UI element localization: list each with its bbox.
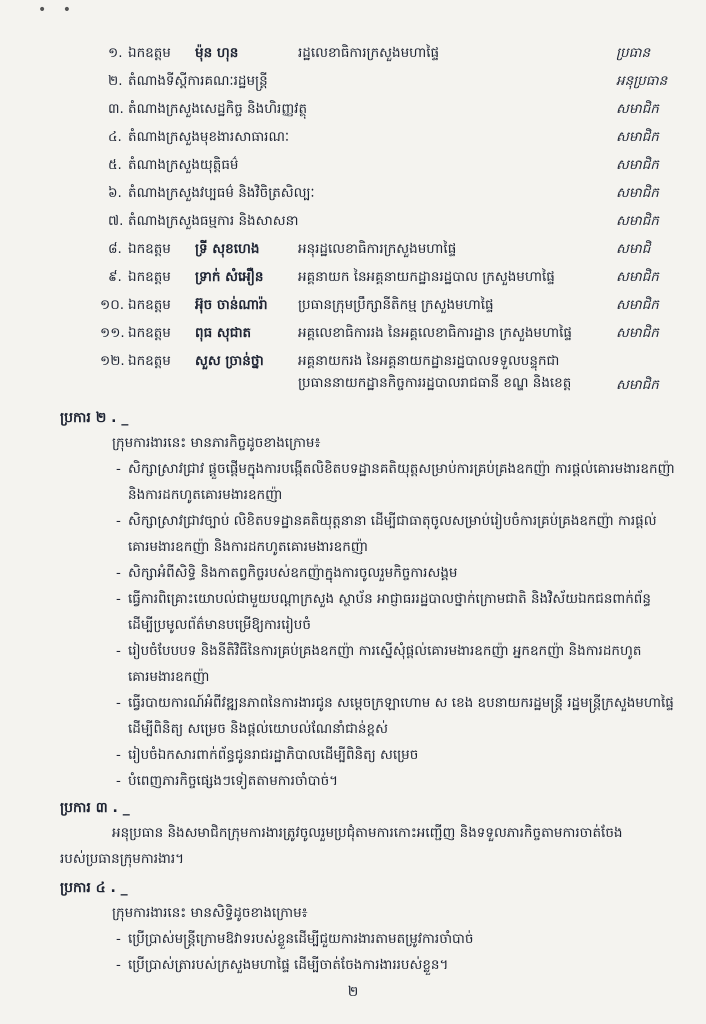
article-3-line-2: របស់ប្រធានក្រុមការងារ។ [60, 851, 185, 867]
article-4-intro: ក្រុមការងារនេះ មានសិទ្ធិដូចខាងក្រោម៖ [112, 905, 308, 921]
member-description: អគ្គនាយក នៃអគ្គនាយកដ្ឋានរដ្ឋបាល ក្រសួងមហាផ្ទៃ [298, 269, 555, 285]
member-description: អគ្គលេខាធិការរង នៃអគ្គលេខាធិការដ្ឋាន ក្រសួងមហាផ្ទៃ [298, 325, 572, 341]
member-role: សមាជិក [616, 377, 659, 393]
member-role: សមាជិក [616, 185, 659, 201]
member-description: តំណាងក្រសួងមុខងារសាធារណៈ [128, 129, 290, 145]
member-number: ២. [108, 73, 123, 89]
member-description: តំណាងក្រសួងសេដ្ឋកិច្ច និងហិរញ្ញវត្ថុ [128, 101, 308, 117]
member-description: ប្រធានក្រុមប្រឹក្សានីតិកម្ម ក្រសួងមហាផ្ទៃ [298, 297, 494, 313]
member-row-8 [108, 236, 698, 264]
member-name: សួស ច្រាន់ថ្នា [195, 353, 264, 369]
member-description: រដ្ឋលេខាធិការក្រសួងមហាផ្ទៃ [298, 45, 440, 61]
member-role: សមាជិក [616, 101, 659, 117]
member-name: ពុធ សុជាត [195, 325, 252, 341]
list-item: - សិក្សាអំពីសិទ្ធិ និងកាតព្វកិច្ចរបស់ឧកញ៉ាក្នុងការចូលរួមកិច្ចការសង្គម [116, 560, 676, 586]
member-role: ប្រធាន [616, 45, 651, 61]
member-honorific: ឯកឧត្តម [128, 353, 171, 369]
member-description: តំណាងក្រសួងធម្មការ និងសាសនា [128, 213, 299, 229]
member-role: សមាជិក [616, 297, 659, 313]
member-honorific: ឯកឧត្តម [128, 45, 171, 61]
member-name: ម៉ុន ហុន [195, 45, 239, 61]
member-row-6 [108, 180, 698, 208]
member-row-7 [108, 208, 698, 236]
page-number: ២ [347, 984, 359, 1000]
member-honorific: ឯកឧត្តម [128, 325, 171, 341]
member-role: សមាជិក [616, 325, 659, 341]
member-row-10 [100, 292, 698, 320]
member-number: ៨. [108, 241, 122, 257]
member-row-4 [108, 124, 698, 152]
member-description: តំណាងទីស្តីការគណៈរដ្ឋមន្ត្រី [128, 73, 268, 89]
member-description: តំណាងក្រសួងវប្បធម៌ និងវិចិត្រសិល្បៈ [128, 185, 315, 201]
member-number: ៦. [108, 185, 122, 201]
member-row-12 [100, 348, 698, 398]
list-item: - សិក្សាស្រាវជ្រាវច្បាប់ លិខិតបទដ្ឋានគតិយុត្តនានា ដើម្បីជាធាតុចូលសម្រាប់រៀបចំការគ្រប់គ្រងឧកញ៉ា ការផ្តល់គោរមងារឧកញ៉ា និងការដកហូតគោរមងារឧកញ៉ា [116, 508, 676, 560]
list-item: - បំពេញភារកិច្ចផ្សេងៗទៀតតាមការចាំបាច់។ [116, 768, 676, 794]
member-number: ៧. [108, 213, 124, 229]
article-4-heading: ប្រការ ៤ . _ [60, 880, 128, 896]
member-honorific: ឯកឧត្តម [128, 297, 171, 313]
member-row-1 [108, 40, 698, 68]
member-honorific: ឯកឧត្តម [128, 241, 171, 257]
member-row-9 [108, 264, 698, 292]
member-number: ១០. [100, 297, 125, 313]
member-number: ១. [108, 45, 123, 61]
list-item: - ប្រើប្រាស់មន្ត្រីក្រោមឱវាទរបស់ខ្លួនដើម្បីជួយការងារតាមតម្រូវការចាំបាច់ [116, 926, 676, 952]
article-2-intro: ក្រុមការងារនេះ មានភារកិច្ចដូចខាងក្រោម៖ [112, 435, 321, 451]
member-description: អនុរដ្ឋលេខាធិការក្រសួងមហាផ្ទៃ [298, 241, 457, 257]
list-item: - រៀបចំបែបបទ និងនីតិវិធីនៃការគ្រប់គ្រងឧកញ៉ា ការស្នើសុំផ្តល់គោរមងារឧកញ៉ា អ្នកឧកញ៉ា និងការដកហូតគោរមងារឧកញ៉ា [116, 638, 676, 690]
member-number: ១១. [100, 325, 125, 341]
member-number: ៣. [108, 101, 124, 117]
member-role: សមាជិក [616, 269, 659, 285]
member-name: ទ្រី សុខហេង [195, 241, 260, 257]
member-honorific: ឯកឧត្តម [128, 269, 171, 285]
member-row-3 [108, 96, 698, 124]
member-row-11 [100, 320, 698, 348]
member-role: សមាជិក [616, 157, 659, 173]
list-item: - សិក្សាស្រាវជ្រាវ ផ្តួចផ្តើមក្នុងការបង្កើតលិខិតបទដ្ឋានគតិយុត្តសម្រាប់ការគ្រប់គ្រងឧកញ៉ា ការផ្តល់គោរមងារឧកញ៉ា និងការដកហូតគោរមងារឧកញ៉ា [116, 456, 676, 508]
member-role: សមាជិក [616, 213, 659, 229]
list-item: - ធ្វើរបាយការណ៍អំពីវឌ្ឍនភាពនៃការងារជូន សម្តេចក្រឡាហោម ស ខេង ឧបនាយករដ្ឋមន្ត្រី រដ្ឋមន្ត្រីក្រសួងមហាផ្ទៃ ដើម្បីពិនិត្យ សម្រេច និងផ្តល់យោបល់ណែនាំជាន់ខ្ពស់ [116, 690, 676, 742]
member-role: សមាជិ [616, 241, 651, 257]
list-item: - រៀបចំឯកសារពាក់ព័ន្ធជូនរាជរដ្ឋាភិបាលដើម្បីពិនិត្យ សម្រេច [116, 742, 676, 768]
member-number: ៤. [108, 129, 122, 145]
article-3-heading: ប្រការ ៣ . _ [60, 800, 130, 816]
member-number: ១២. [100, 353, 125, 369]
list-item: - ធ្វើការពិគ្រោះយោបល់ជាមួយបណ្តាក្រសួង ស្ថាប័ន អាជ្ញាធររដ្ឋបាលថ្នាក់ក្រោមជាតិ និងវិស័យឯកជនពាក់ព័ន្ធ ដើម្បីប្រមូលព័ត៌មានបម្រើឱ្យការរៀបចំ [116, 586, 676, 638]
member-description: អគ្គនាយករង នៃអគ្គនាយកដ្ឋានរដ្ឋបាលទទួលបន្ទុកជា [298, 353, 560, 369]
member-row-2 [108, 68, 698, 96]
list-item: - ប្រើប្រាស់ត្រារបស់ក្រសួងមហាផ្ទៃ ដើម្បីចាត់ចែងការងាររបស់ខ្លួន។ [116, 952, 676, 978]
member-list [100, 40, 698, 398]
member-number: ៥. [108, 157, 122, 173]
member-description: តំណាងក្រសួងយុត្តិធម៌ [128, 157, 239, 173]
member-row-5 [108, 152, 698, 180]
article-2-duties-list [116, 456, 676, 794]
member-role: សមាជិក [616, 129, 659, 145]
member-role: អនុប្រធាន [616, 73, 668, 89]
member-number: ៩. [108, 269, 122, 285]
member-name: ទ្រាក់ សំអឿន [195, 269, 264, 285]
article-3-line-1: អនុប្រធាន និងសមាជិកក្រុមការងារត្រូវចូលរួមប្រជុំតាមការកោះអញ្ជើញ និងទទួលភារកិច្ចតាមការចាត់ចែង [112, 825, 623, 841]
member-description-continued: ប្រធាននាយកដ្ឋានកិច្ចការរដ្ឋបាលរាជធានី ខណ្ឌ និងខេត្ត [298, 375, 572, 391]
member-name: អ៊ុច ចាន់ណារ៉ា [195, 297, 268, 313]
article-4-rights-list [116, 926, 676, 978]
article-2-heading: ប្រការ ២ . _ [60, 410, 129, 426]
corner-marks: • • [38, 2, 77, 18]
